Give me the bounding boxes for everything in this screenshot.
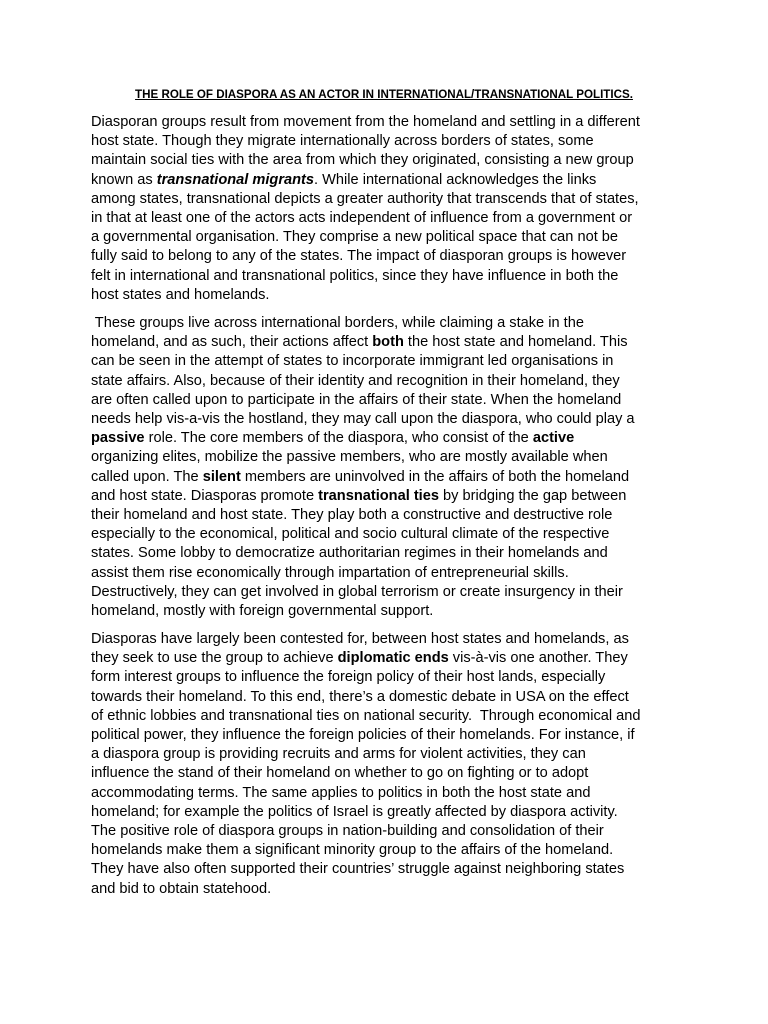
text-line: fully said to belong to any of the states. The impact of diasporan groups is however: [91, 248, 627, 265]
text-line: known as transnational migrants. While international acknowledges the links: [91, 171, 597, 188]
text-line: These groups live across international borders, while claiming a stake in the: [91, 315, 584, 331]
text-line: their homeland and host state. They play both a constructive and destructive role: [91, 507, 613, 524]
text-line: homelands make them a significant minority group to the affairs of the homeland.: [91, 842, 614, 859]
emphasis-diplomatic-ends: diplomatic ends: [337, 650, 449, 667]
paragraph-2: [91, 314, 691, 621]
emphasis-transnational-ties: transnational ties: [318, 487, 439, 504]
text-line: assist them rise economically through impartation of entrepreneurial skills.: [91, 564, 569, 581]
paragraph-3: [91, 630, 691, 899]
text-line: homeland; for example the politics of Israel is greatly affected by diaspora activity.: [91, 803, 618, 820]
text-line: of ethnic lobbies and transnational ties on national security. Through economical and: [91, 707, 641, 724]
emphasis-silent: silent: [202, 468, 241, 485]
text-line: organizing elites, mobilize the passive members, who are mostly available when: [91, 449, 608, 466]
text-line: accommodating terms. The same applies to politics in both the host state and: [91, 784, 591, 801]
text-line: especially to the economical, political and socio cultural climate of the respective: [91, 526, 610, 543]
emphasis-passive: passive: [91, 430, 145, 447]
text-line: felt in international and transnational politics, since they have influence in both the: [91, 267, 619, 284]
text-line: called upon. The silent members are uninvolved in the affairs of both the homeland: [91, 468, 630, 485]
text-line: passive role. The core members of the diaspora, who consist of the active: [91, 430, 575, 447]
text-line: can be seen in the attempt of states to incorporate immigrant led organisations in: [91, 353, 614, 370]
text-line: Diasporas have largely been contested for, between host states and homelands, as: [91, 631, 629, 647]
text-line: in that at least one of the actors acts independent of influence from a government or: [91, 210, 633, 227]
text-line: states. Some lobby to democratize authoritarian regimes in their homelands and: [91, 545, 608, 562]
text-line: maintain social ties with the area from which they originated, consisting a new group: [91, 152, 634, 169]
text-line: homeland, and as such, their actions affect both the host state and homeland. This: [91, 334, 628, 351]
text-line: needs help vis-a-vis the hostland, they may call upon the diaspora, who could play a: [91, 411, 635, 428]
text-line: form interest groups to influence the foreign policy of their host lands, especially: [91, 669, 606, 686]
text-line: they seek to use the group to achieve diplomatic ends vis-à-vis one another. They: [91, 650, 628, 667]
text-line: a governmental organisation. They comprise a new political space that can not be: [91, 229, 619, 246]
text-line: political power, they influence the foreign policies of their homelands. For instance, if: [91, 727, 635, 744]
text-line: host states and homelands.: [91, 286, 270, 303]
text-line: and bid to obtain statehood.: [91, 880, 272, 897]
text-line: They have also often supported their countries’ struggle against neighboring states: [91, 861, 625, 878]
text-line: Diasporan groups result from movement from the homeland and settling in a different: [91, 114, 640, 130]
emphasis-both: both: [372, 334, 404, 351]
text-line: state affairs. Also, because of their identity and recognition in their homeland, they: [91, 372, 620, 389]
text-line: towards their homeland. To this end, there’s a domestic debate in USA on the effect: [91, 688, 629, 705]
emphasis-transnational-migrants: transnational migrants: [156, 171, 315, 188]
text-line: influence the stand of their homeland on whether to go on fighting or to adopt: [91, 765, 589, 782]
emphasis-active: active: [532, 430, 575, 447]
text-line: a diaspora group is providing recruits and arms for violent activities, they can: [91, 746, 586, 763]
text-line: host state. Though they migrate internationally across borders of states, some: [91, 133, 594, 150]
text-line: Destructively, they can get involved in global terrorism or create insurgency in their: [91, 583, 623, 600]
text-line: homeland, mostly with foreign governmental support.: [91, 603, 434, 620]
document-title: THE ROLE OF DIASPORA AS AN ACTOR IN INTERNATIONAL/TRANSNATIONAL POLITICS.: [135, 88, 633, 101]
text-line: among states, transnational depicts a greater authority that transcends that of states,: [91, 190, 639, 207]
text-line: are often called upon to participate in the affairs of their state. When the homeland: [91, 391, 622, 408]
text-line: The positive role of diaspora groups in nation-building and consolidation of their: [91, 823, 604, 840]
paragraph-1: [91, 113, 691, 305]
text-line: and host state. Diasporas promote transnational ties by bridging the gap between: [91, 487, 627, 504]
